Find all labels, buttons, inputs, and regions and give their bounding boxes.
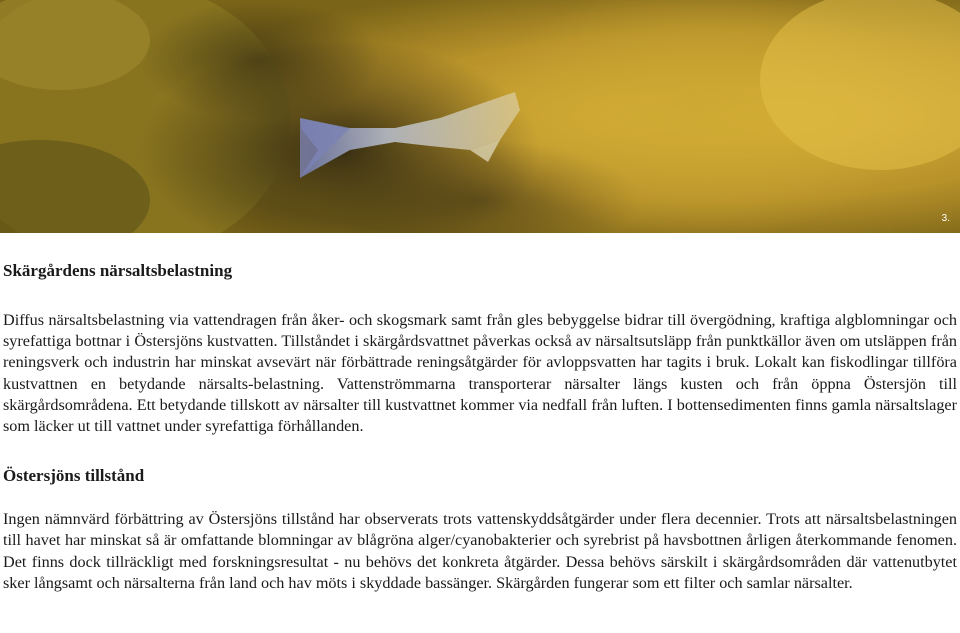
- algae-fish-image: [0, 0, 960, 233]
- section-body-skargard: Diffus närsaltsbelastning via vattendragen från åker- och skogsmark samt från gles bebyggelse bidrar till övergödning, kraftiga algblomningar och syrefattiga bottnar i Östersjöns kustvatten. Tillståndet i skärgårdsvattnet påverkas också av närsaltsutsläpp från punktkällor även om utsläppen från reningsverk och industrin har minskat avsevärt när förbättrade reningsåtgärder för avloppsvatten har tagits i bruk. Lokalt kan fiskodlingar tillföra kustvattnen en betydande närsalts-belastning. Vattenströmmarna transporterar närsalter längs kusten och från öppna Östersjön till skärgårdsområdena. Ett betydande tillskott av närsalter till kustvattnet kommer via nedfall från luften. I bottensedimenten finns gamla närsaltslager som läcker ut till vattnet under syrefattiga förhållanden.: [3, 311, 957, 436]
- photo-number: 3.: [941, 213, 950, 224]
- article-content: [3, 258, 957, 594]
- section-heading-ostersjon: Östersjöns tillstånd: [3, 466, 145, 486]
- section-body-ostersjon: Ingen nämnvärd förbättring av Östersjöns tillstånd har observerats trots vattenskyddsåtgärder under flera decennier. Trots att närsaltsbelastningen till havet har minskat så är omfattande blomningar av blågröna alger/cyanobakterier och syrebrist på havsbottnen årligen återkommande fenomen. Det finns dock tillräckligt med forskningsresultat - nu behövs det konkreta åtgärder. Dessa behövs särskilt i skärgårdsområden där vattenutbytet sker långsamt och närsalterna från land och hav möts i skyddade bassänger. Skärgården fungerar som ett filter och samlar närsalter.: [3, 510, 957, 592]
- underwater-photo: [0, 0, 960, 233]
- section-heading-skargard: Skärgårdens närsaltsbelastning: [3, 261, 233, 280]
